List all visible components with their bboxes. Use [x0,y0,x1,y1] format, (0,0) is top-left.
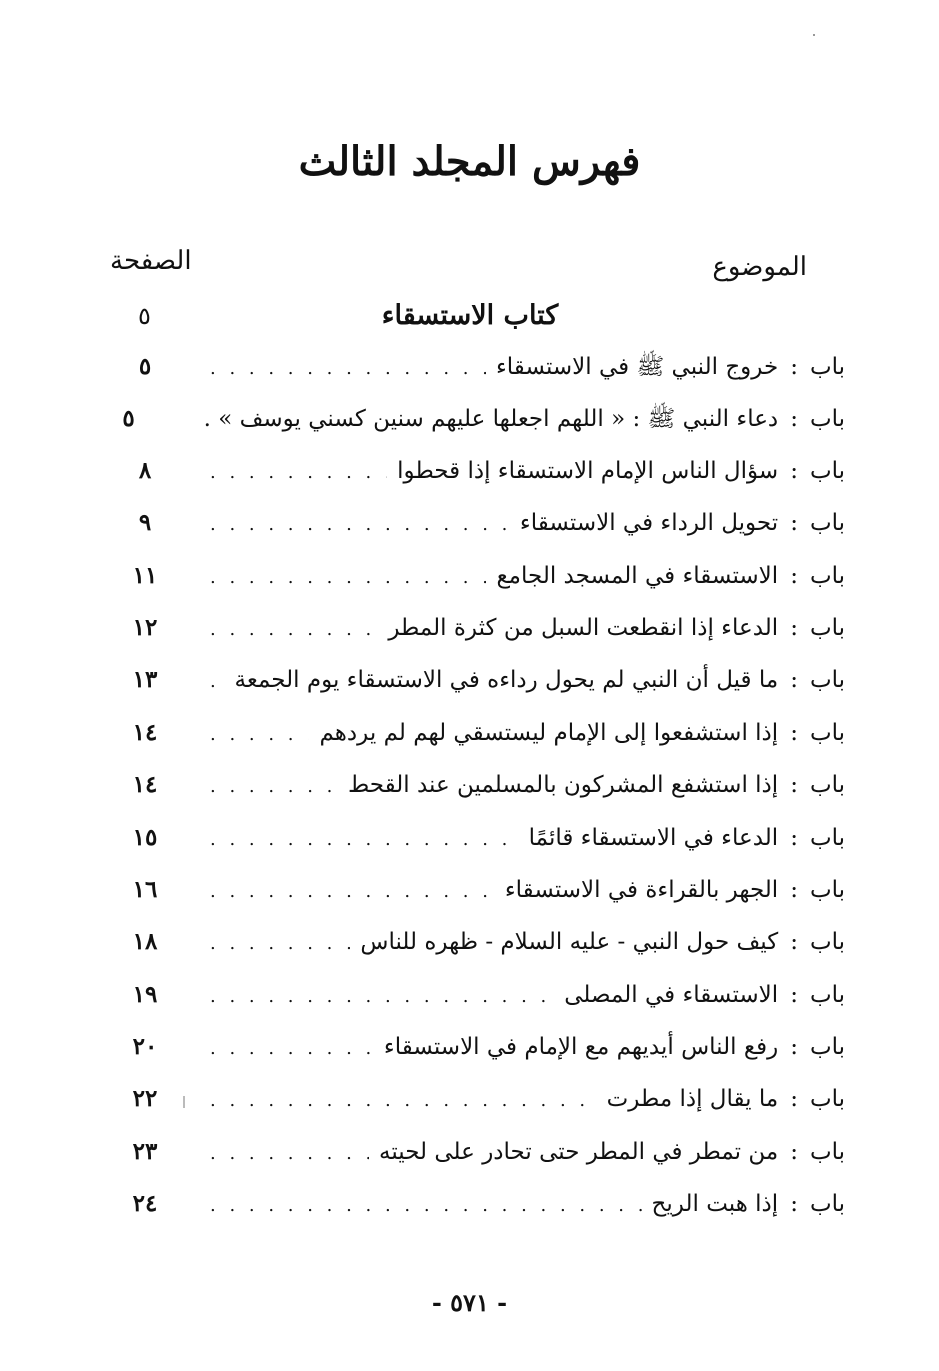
toc-entry-separator: : [790,1086,798,1113]
toc-dot-leader [210,776,338,797]
toc-entry-page-number: ١٣ [132,666,158,694]
toc-dot-leader [210,1143,369,1164]
section-page-number: ٥ [138,302,151,330]
page-title: فهرس المجلد الثالث [298,138,641,185]
toc-entry [120,1085,845,1137]
toc-entry-text: الدعاء إذا انقطعت السبل من كثرة المطر [388,614,779,641]
toc-dot-leader [210,462,387,483]
scan-speck [813,34,815,36]
toc-entry-separator: : [790,1138,798,1165]
toc-entry-page-number: ١٩ [132,980,158,1008]
toc-entry [120,719,845,771]
toc-entry-label: باب [809,929,845,956]
toc-dot-leader [210,933,350,954]
toc-entry-separator: : [790,614,798,641]
toc-entry-text: الدعاء في الاستسقاء قائمًا [528,824,779,851]
toc-entry-label: باب [809,719,845,746]
toc-dot-leader [210,567,486,588]
toc-entry-label: باب [809,876,845,903]
toc-entry [120,824,845,876]
toc-entry [120,928,845,980]
column-header-page: الصفحة [110,246,192,276]
toc-entry-text: ما قيل أن النبي لم يحول رداءه في الاستسقاء يوم الجمعة [234,667,779,694]
toc-entry [120,562,845,614]
toc-entry-label: باب [809,510,845,537]
toc-dot-leader [210,671,225,692]
toc-entry-page-number: ٢٢ [132,1085,158,1113]
toc-entry-separator: : [790,406,798,433]
toc-entry-label: باب [809,667,845,694]
toc-entry-label: باب [809,406,845,433]
toc-entry [120,981,845,1033]
toc-entry [120,1138,845,1190]
toc-entry-page-number: ٢٤ [132,1190,158,1218]
toc-dot-leader [210,1090,597,1111]
toc-entry-page-number: ٢٣ [132,1137,158,1165]
toc-dot-leader [210,1038,374,1059]
toc-entry-label: باب [809,981,845,1008]
toc-entry-page-number: ٥ [122,405,135,433]
toc-entry-separator: : [790,510,798,537]
toc-entry-text: إذا استشفعوا إلى الإمام ليستسقي لهم لم يردهم [319,719,779,746]
toc-entry-page-number: ٢٠ [132,1033,158,1061]
toc-entry-page-number: ١٦ [132,875,158,903]
toc-entry-text: الجهر بالقراءة في الاستسقاء [504,876,779,903]
toc-entry-separator: : [790,929,798,956]
column-header-topic: الموضوع [712,252,807,282]
toc-dot-leader [210,514,510,535]
section-title: كتاب الاستسقاء [381,300,559,331]
toc-dot-leader [210,358,486,379]
toc-entry-label: باب [809,1034,845,1061]
toc-entry-label: باب [809,562,845,589]
toc-entry-separator: : [790,354,798,380]
toc-entry-text: الاستسقاء في المصلى [564,981,779,1008]
toc-entry-text: إذا استشفع المشركون بالمسلمين عند القحط [347,772,779,799]
toc-dot-leader [210,829,519,850]
toc-entry-text: كيف حول النبي - عليه السلام - ظهره للناس [360,929,779,956]
toc-entry-label: باب [809,457,845,484]
toc-entry-page-number: ١٤ [132,771,158,799]
toc-entry-text: سؤال الناس الإمام الاستسقاء إذا قحطوا [397,457,779,484]
toc-entry [120,614,845,666]
toc-entry-separator: : [790,457,798,484]
toc-entry [120,876,845,928]
toc-dot-leader [210,1195,642,1216]
toc-entry-page-number: ٥ [138,353,152,380]
toc-entry-page-number: ٩ [138,509,152,537]
toc-dot-leader [210,724,309,745]
toc-entry-page-number: ١٨ [132,928,158,956]
toc-dot-leader [210,986,554,1007]
toc-dot-leader [210,881,495,902]
toc-entry-page-number: ١٢ [132,613,158,641]
toc-entry-label: باب [809,614,845,641]
toc-entry-text: تحويل الرداء في الاستسقاء [519,510,779,537]
page-number-footer: - ٥٧١ - [431,1288,508,1317]
toc-entry-label: باب [809,1191,845,1218]
toc-list [120,352,845,1243]
toc-entry-page-number: ١١ [132,561,158,589]
toc-entry-text: إذا هبت الريح [651,1191,779,1218]
toc-entry-page-number: ٨ [138,456,152,484]
toc-entry-text: من تمطر في المطر حتى تحادر على لحيته [379,1138,779,1165]
toc-entry [120,352,845,404]
toc-entry-label: باب [809,824,845,851]
toc-entry-separator: : [790,876,798,903]
toc-entry-separator: : [790,667,798,694]
toc-entry-text: ما يقال إذا مطرت [606,1086,779,1113]
toc-dot-leader [210,619,378,640]
toc-entry [120,404,845,456]
toc-entry-separator: : [790,719,798,746]
toc-entry [120,509,845,561]
section-heading-row [100,298,840,338]
toc-entry-page-number: ١٥ [132,823,158,851]
toc-entry-separator: : [790,772,798,799]
toc-entry-text: دعاء النبي ﷺ : « اللهم اجعلها عليهم سنين كسني يوسف » . [203,406,779,433]
toc-entry [120,771,845,823]
toc-entry-text: الاستسقاء في المسجد الجامع [496,562,779,589]
toc-entry-separator: : [790,824,798,851]
toc-entry-text: خروج النبي ﷺ في الاستسقاء [495,354,779,380]
toc-entry-separator: : [790,562,798,589]
toc-entry [120,666,845,718]
toc-entry-text: رفع الناس أيديهم مع الإمام في الاستسقاء [383,1034,779,1061]
toc-entry-separator: : [790,1034,798,1061]
toc-entry-label: باب [809,772,845,799]
toc-entry-label: باب [809,1138,845,1165]
toc-entry [120,457,845,509]
toc-entry-separator: : [790,1191,798,1218]
toc-entry-separator: : [790,981,798,1008]
toc-entry [120,1190,845,1242]
toc-entry-page-number: ١٤ [132,718,158,746]
toc-entry-label: باب [809,1086,845,1113]
toc-entry-label: باب [809,354,845,380]
toc-entry [120,1033,845,1085]
